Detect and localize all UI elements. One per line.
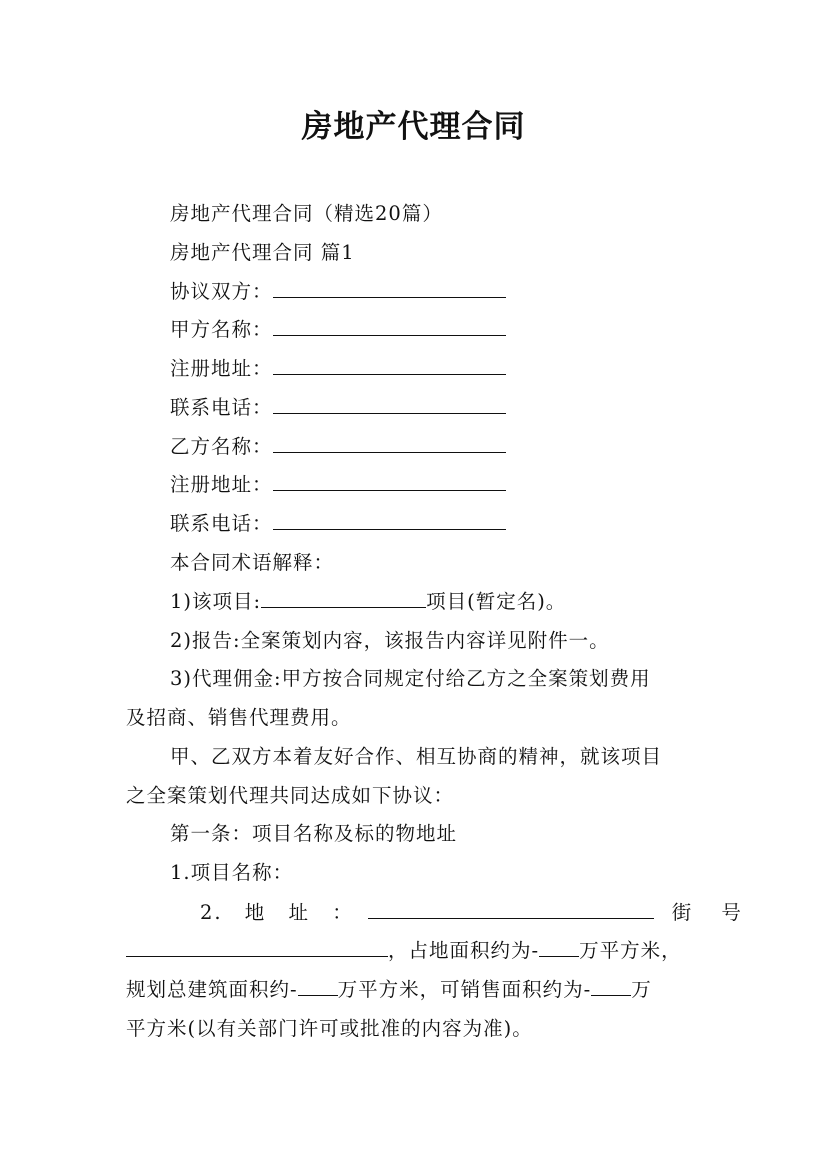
term-3 (170, 663, 651, 691)
party-b-address-line (170, 469, 506, 497)
building-area-line (126, 974, 652, 1002)
term-label: 1)该项目: (170, 590, 262, 613)
party-a-name-line (170, 314, 506, 342)
area-text: 规划总建筑面积约- (126, 978, 298, 1001)
paragraph-text: 之全案策划代理共同达成如下协议： (126, 784, 455, 807)
area-unit: 万 (631, 978, 652, 1001)
blank-field (126, 937, 388, 957)
blank-field (368, 899, 654, 919)
blank-field (591, 976, 631, 996)
blank-field (539, 937, 579, 957)
area-unit: 万平方米， (579, 939, 682, 962)
area-text: ，占地面积约为- (388, 939, 540, 962)
parties-line (170, 276, 506, 304)
agreement-paragraph (170, 741, 662, 769)
blank-field (273, 394, 506, 414)
field-label: 1.项目名称： (170, 861, 294, 884)
term-text: 2)报告:全案策划内容，该报告内容详见附件一。 (170, 629, 610, 652)
street-label: 街 号 (671, 901, 743, 924)
field-label: 甲方名称： (170, 318, 273, 341)
address-line (200, 897, 743, 925)
field-label: 联系电话： (170, 512, 273, 535)
blank-field (273, 355, 506, 375)
agreement-paragraph-cont (126, 780, 454, 808)
blank-field (273, 278, 506, 298)
document-title: 房地产代理合同 (301, 109, 526, 145)
land-area-line (126, 935, 682, 963)
terms-heading (170, 547, 334, 575)
term-1 (170, 586, 566, 614)
term-text: 项目(暂定名)。 (426, 590, 567, 613)
party-a-phone-line (170, 392, 506, 420)
field-label: 乙方名称： (170, 435, 273, 458)
party-a-address-line (170, 353, 506, 381)
blank-field (273, 510, 506, 530)
blank-field (273, 433, 506, 453)
area-note-text: 平方米(以有关部门许可或批准的内容为准)。 (126, 1017, 533, 1040)
area-note-line (126, 1013, 533, 1041)
section-heading-text: 房地产代理合同 篇1 (170, 241, 355, 264)
blank-field (273, 316, 506, 336)
subtitle-text: 房地产代理合同（精选20篇） (170, 202, 443, 225)
section-heading (170, 237, 355, 265)
field-label: 2. 地 址 ： (200, 901, 354, 924)
term-3-cont (126, 702, 352, 730)
blank-field (261, 588, 426, 608)
field-label: 注册地址： (170, 357, 273, 380)
field-label: 注册地址： (170, 473, 273, 496)
term-text: 及招商、销售代理费用。 (126, 706, 352, 729)
blank-field (298, 976, 338, 996)
field-label: 协议双方： (170, 280, 273, 303)
subtitle-line (170, 198, 443, 226)
article-heading-text: 第一条：项目名称及标的物地址 (170, 822, 458, 845)
party-b-name-line (170, 431, 506, 459)
blank-field (273, 471, 506, 491)
field-label: 联系电话： (170, 396, 273, 419)
project-name-line (170, 857, 293, 885)
paragraph-text: 甲、乙双方本着友好合作、相互协商的精神，就该项目 (170, 745, 663, 768)
area-text: 万平方米，可销售面积约为- (337, 978, 592, 1001)
terms-heading-text: 本合同术语解释： (170, 551, 335, 574)
party-b-phone-line (170, 508, 506, 536)
term-2 (170, 625, 610, 653)
article-1-heading (170, 818, 457, 846)
term-text: 3)代理佣金:甲方按合同规定付给乙方之全案策划费用 (170, 667, 651, 690)
